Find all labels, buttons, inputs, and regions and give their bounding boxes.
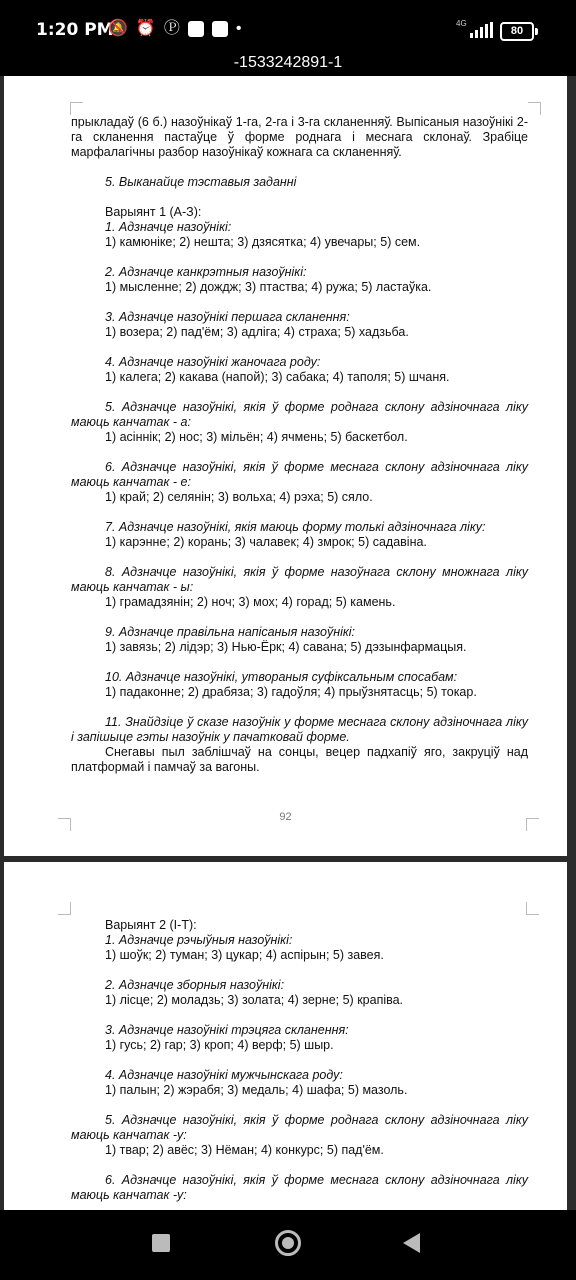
question-text: 5. Адзначце назоўнікі, якія ў форме роднага склону адзіночнага ліку маюць канчатак -у: <box>71 1113 528 1142</box>
question-text: 1. Адзначце рэчыўныя назоўнікі: <box>105 933 293 947</box>
answer-options: 1) шоўк; 2) туман; 3) цукар; 4) аспірын; 5) завея. <box>105 948 384 962</box>
page-92 <box>4 76 567 856</box>
answer-options: 1) камюнікe; 2) нешта; 3) дзясятка; 4) увечары; 5) сем. <box>105 235 421 249</box>
page-93 <box>4 862 567 1210</box>
page-corner <box>528 102 541 115</box>
question-text: 8. Адзначце назоўнікі, якія ў форме назоўнага склону множнага ліку маюць канчатак - ы: <box>71 565 528 594</box>
variant-heading: Варыянт 1 (А-З): <box>105 205 202 219</box>
status-time: 1:20 PM <box>36 20 114 40</box>
answer-options: 1) карэнне; 2) корань; 3) чалавек; 4) змрок; 5) садавіна. <box>105 535 427 549</box>
more-dot-icon: • <box>235 20 242 37</box>
question-text: 6. Адзначце назоўнікі, якія ў форме меснага склону адзіночнага ліку маюць канчатак -у: <box>71 1173 528 1202</box>
question-text: 2. Адзначце зборныя назоўнікі: <box>105 978 285 992</box>
document-viewer[interactable] <box>0 76 576 1210</box>
question-text: 3. Адзначце назоўнікі трэцяга скланення: <box>105 1023 349 1037</box>
pinterest-icon: Ⓟ <box>163 20 180 37</box>
answer-options: 1) край; 2) селянін; 3) вольха; 4) рэха; 5) сяло. <box>105 490 373 504</box>
page-content <box>71 115 528 775</box>
recents-icon[interactable] <box>152 1234 170 1252</box>
question-text: 1. Адзначце назоўнікі: <box>105 220 232 234</box>
answer-options: 1) грамадзянін; 2) ноч; 3) мох; 4) горад; 5) камень. <box>105 595 396 609</box>
answer-options: 1) твар; 2) авёс; 3) Нёман; 4) конкурс; 5) пад'ём. <box>105 1143 384 1157</box>
page-corner <box>70 102 83 115</box>
question-text: 4. Адзначце назоўнікі мужчынскага роду: <box>105 1068 343 1082</box>
network-type: 4G <box>456 19 467 28</box>
answer-options: 1) калега; 2) какава (напой); 3) сабака; 4) таполя; 5) шчаня. <box>105 370 450 384</box>
answer-options: 1) падаконне; 2) драбяза; 3) гадоўля; 4) прыўзнятасць; 5) токар. <box>105 685 477 699</box>
page-content <box>71 918 528 1203</box>
status-icons <box>108 20 241 38</box>
status-bar <box>0 0 576 52</box>
task-heading: 5. Выканайце тэставыя заданні <box>105 175 297 189</box>
battery-icon: 80 <box>500 22 534 41</box>
page-corner <box>526 902 539 915</box>
question-text: 3. Адзначце назоўнікі першага скланення: <box>105 310 350 324</box>
question-text: 6. Адзначце назоўнікі, якія ў форме меснага склону адзіночнага ліку маюць канчатак - е: <box>71 460 528 489</box>
question-text: 4. Адзначце назоўнікі жаночага роду: <box>105 355 321 369</box>
notifications-off-icon: 🔕 <box>108 20 128 37</box>
document-title: -1533242891-1 <box>0 52 576 76</box>
page-number: 92 <box>279 811 292 823</box>
question-text: 10. Адзначце назоўнікі, утвораныя суфіксальным спосабам: <box>105 670 458 684</box>
answer-options: 1) завязь; 2) лідэр; 3) Нью-Ёрк; 4) савана; 5) дэзынфармацыя. <box>105 640 467 654</box>
question-text: 5. Адзначце назоўнікі, якія ў форме роднага склону адзіночнага ліку маюць канчатак - а: <box>71 400 528 429</box>
home-icon[interactable] <box>275 1230 301 1256</box>
answer-options: 1) асіннік; 2) нос; 3) мільён; 4) ячмень; 5) баскетбол. <box>105 430 408 444</box>
question-text: 9. Адзначце правільна напісаныя назоўнікі: <box>105 625 356 639</box>
sentence-text: Снегавы пыл заблішчаў на сонцы, вецер падхапіў яго, закруціў над платформай і памчаў за вагоны. <box>71 745 528 774</box>
answer-options: 1) мысленне; 2) дождж; 3) птаства; 4) ружа; 5) ластаўка. <box>105 280 432 294</box>
question-text: 7. Адзначце назоўнікі, якія маюць форму толькі адзіночнага ліку: <box>105 520 486 534</box>
question-11: 11. Знайдзіце ў сказе назоўнік у форме меснага склону адзіночнага ліку і запішыце гэты назоўнік у пачатковай форме. <box>71 715 528 744</box>
app-icon <box>212 21 228 37</box>
answer-options: 1) палын; 2) жэрабя; 3) медаль; 4) шафа; 5) мазоль. <box>105 1083 408 1097</box>
answer-options: 1) лісце; 2) моладзь; 3) золата; 4) зерне; 5) крапіва. <box>105 993 404 1007</box>
variant-heading: Варыянт 2 (І-Т): <box>105 918 197 932</box>
signal-icon <box>470 22 493 38</box>
answer-options: 1) гусь; 2) гар; 3) кроп; 4) верф; 5) шыр. <box>105 1038 334 1052</box>
answer-options: 1) возера; 2) пад'ём; 3) адліга; 4) страха; 5) хадзьба. <box>105 325 409 339</box>
intro-text: прыкладаў (6 б.) назоўнікаў 1-га, 2-га і 3-га скланенняў. Выпісаныя назоўнікі 2-га скланення пастаўце ў форме роднага і меснага склонаў. Зрабіце марфалагічны разбор назоўнікаў кожнага са скланенняў. <box>71 115 528 159</box>
app-icon <box>188 21 204 37</box>
navigation-bar <box>0 1210 576 1280</box>
alarm-icon: ⏰ <box>135 20 156 37</box>
question-text: 2. Адзначце канкрэтныя назоўнікі: <box>105 265 307 279</box>
page-corner <box>58 902 71 915</box>
back-icon[interactable] <box>403 1233 420 1253</box>
